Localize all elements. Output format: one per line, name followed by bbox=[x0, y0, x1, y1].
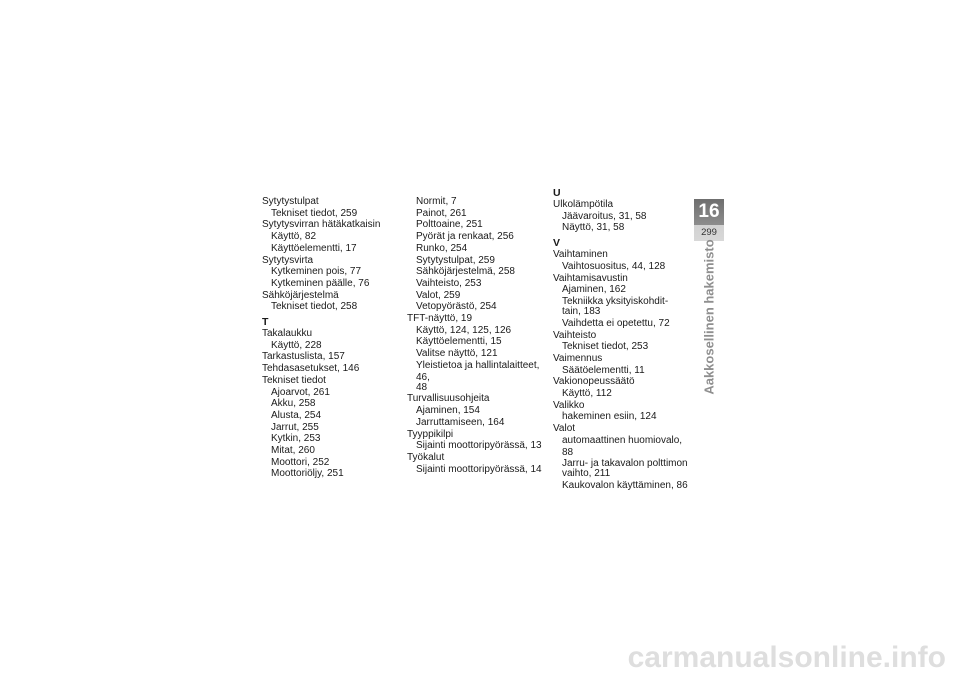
index-entry: Takalaukku bbox=[262, 328, 313, 340]
index-subentry: Valot, 259 bbox=[416, 289, 461, 301]
index-subentry: 48 bbox=[416, 381, 428, 393]
index-subentry: Tekniset tiedot, 258 bbox=[271, 301, 358, 313]
index-subentry: Kytkin, 253 bbox=[271, 433, 321, 445]
index-entry: TFT-näyttö, 19 bbox=[407, 313, 473, 325]
index-subentry: tain, 183 bbox=[562, 306, 601, 318]
index-subentry: Käyttö, 124, 125, 126 bbox=[416, 324, 512, 336]
index-entry: Tekniset tiedot bbox=[262, 374, 326, 386]
index-entry: Vakionopeussäätö bbox=[553, 376, 635, 388]
index-subentry: vaihto, 211 bbox=[562, 468, 611, 480]
index-subentry: Jarruttamiseen, 164 bbox=[416, 416, 505, 428]
index-subentry: Moottori, 252 bbox=[271, 456, 330, 468]
index-subentry: Kytkeminen pois, 77 bbox=[271, 266, 362, 278]
index-subentry: Vaihtosuositus, 44, 128 bbox=[562, 260, 666, 272]
index-subentry: Mitat, 260 bbox=[271, 445, 315, 457]
index-subentry: Pyörät ja renkaat, 256 bbox=[416, 231, 514, 243]
index-letter: U bbox=[553, 187, 561, 199]
index-entry: Sähköjärjestelmä bbox=[262, 289, 339, 301]
index-subentry: Tekniikka yksityiskohdit- bbox=[562, 295, 669, 307]
index-subentry: Moottoriöljy, 251 bbox=[271, 468, 344, 480]
index-subentry: Käyttöelementti, 15 bbox=[416, 336, 502, 348]
index-subentry: Sähköjärjestelmä, 258 bbox=[416, 266, 515, 278]
index-subentry: Sytytystulpat, 259 bbox=[416, 254, 495, 266]
index-subentry: Näyttö, 31, 58 bbox=[562, 222, 625, 234]
index-subentry: Ajaminen, 154 bbox=[416, 405, 480, 417]
index-column-3 bbox=[553, 188, 693, 492]
index-column-2 bbox=[407, 196, 552, 475]
index-subentry: Jarrut, 255 bbox=[271, 421, 319, 433]
index-entry: Ulkolämpötila bbox=[553, 199, 614, 210]
index-subentry: Ajaminen, 162 bbox=[562, 284, 626, 296]
index-subentry: Tekniset tiedot, 253 bbox=[562, 341, 649, 353]
index-entry: Tehdasasetukset, 146 bbox=[262, 363, 360, 375]
index-entry: Valikko bbox=[553, 399, 585, 411]
index-entry: Vaihteisto bbox=[553, 329, 597, 341]
index-subentry: Kaukovalon käyttäminen, 86 bbox=[562, 480, 688, 492]
index-entry: Vaihtamisavustin bbox=[553, 272, 628, 284]
index-subentry: Käyttö, 112 bbox=[562, 388, 612, 400]
index-letter: V bbox=[553, 237, 561, 250]
index-subentry: Polttoaine, 251 bbox=[416, 219, 483, 231]
index-subentry: Käyttöelementti, 17 bbox=[271, 242, 357, 254]
index-letter: T bbox=[262, 316, 269, 329]
index-subentry: Sijainti moottoripyörässä, 14 bbox=[416, 463, 542, 475]
page-number: 299 bbox=[701, 227, 717, 238]
index-subentry: Sijainti moottoripyörässä, 13 bbox=[416, 440, 542, 452]
chapter-number: 16 bbox=[694, 199, 724, 225]
index-subentry: Säätöelementti, 11 bbox=[562, 364, 645, 376]
index-entry: Sytytysvirta bbox=[262, 254, 314, 266]
index-subentry: automaattinen huomiovalo, 88 bbox=[562, 434, 683, 458]
index-subentry: Tekniset tiedot, 259 bbox=[271, 207, 358, 219]
index-subentry: Ajoarvot, 261 bbox=[271, 386, 330, 398]
index-entry: Työkalut bbox=[407, 451, 445, 463]
watermark: carmanualsonline.info bbox=[627, 641, 946, 674]
index-column-1 bbox=[262, 196, 402, 480]
index-subentry: Vaihdetta ei opetettu, 72 bbox=[562, 317, 670, 329]
index-subentry: Valitse näyttö, 121 bbox=[416, 348, 498, 360]
index-entry: Vaihtaminen bbox=[553, 249, 608, 261]
index-entry: Sytytysvirran hätäkatkaisin bbox=[262, 219, 381, 231]
chapter-title-text: Aakkosellinen hakemisto bbox=[701, 239, 717, 395]
index-subentry: Akku, 258 bbox=[271, 398, 316, 410]
index-subentry: Käyttö, 82 bbox=[271, 231, 317, 243]
index-subentry: Vaihteisto, 253 bbox=[416, 277, 482, 289]
index-subentry: Käyttö, 228 bbox=[271, 339, 322, 351]
index-subentry: Vetopyörästö, 254 bbox=[416, 301, 497, 313]
chapter-title bbox=[701, 239, 717, 395]
index-subentry: Kytkeminen päälle, 76 bbox=[271, 277, 370, 289]
index-subentry: Jarru- ja takavalon polttimon bbox=[562, 458, 688, 470]
index-subentry: Yleistietoa ja hallintalaitteet, 46, bbox=[416, 359, 540, 383]
index-entry: Tyyppikilpi bbox=[407, 428, 454, 440]
index-entry: Valot bbox=[553, 423, 576, 435]
index-entry: Vaimennus bbox=[553, 352, 603, 364]
index-entry: Turvallisuusohjeita bbox=[407, 393, 490, 405]
index-subentry: Jäävaroitus, 31, 58 bbox=[562, 210, 647, 222]
index-subentry: hakeminen esiin, 124 bbox=[562, 411, 657, 423]
index-subentry: Runko, 254 bbox=[416, 242, 468, 254]
index-entry: Tarkastuslista, 157 bbox=[262, 351, 345, 363]
index-subentry: Normit, 7 bbox=[416, 196, 457, 207]
index-subentry: Painot, 261 bbox=[416, 207, 467, 219]
index-entry: Sytytystulpat bbox=[262, 196, 319, 207]
index-subentry: Alusta, 254 bbox=[271, 409, 322, 421]
